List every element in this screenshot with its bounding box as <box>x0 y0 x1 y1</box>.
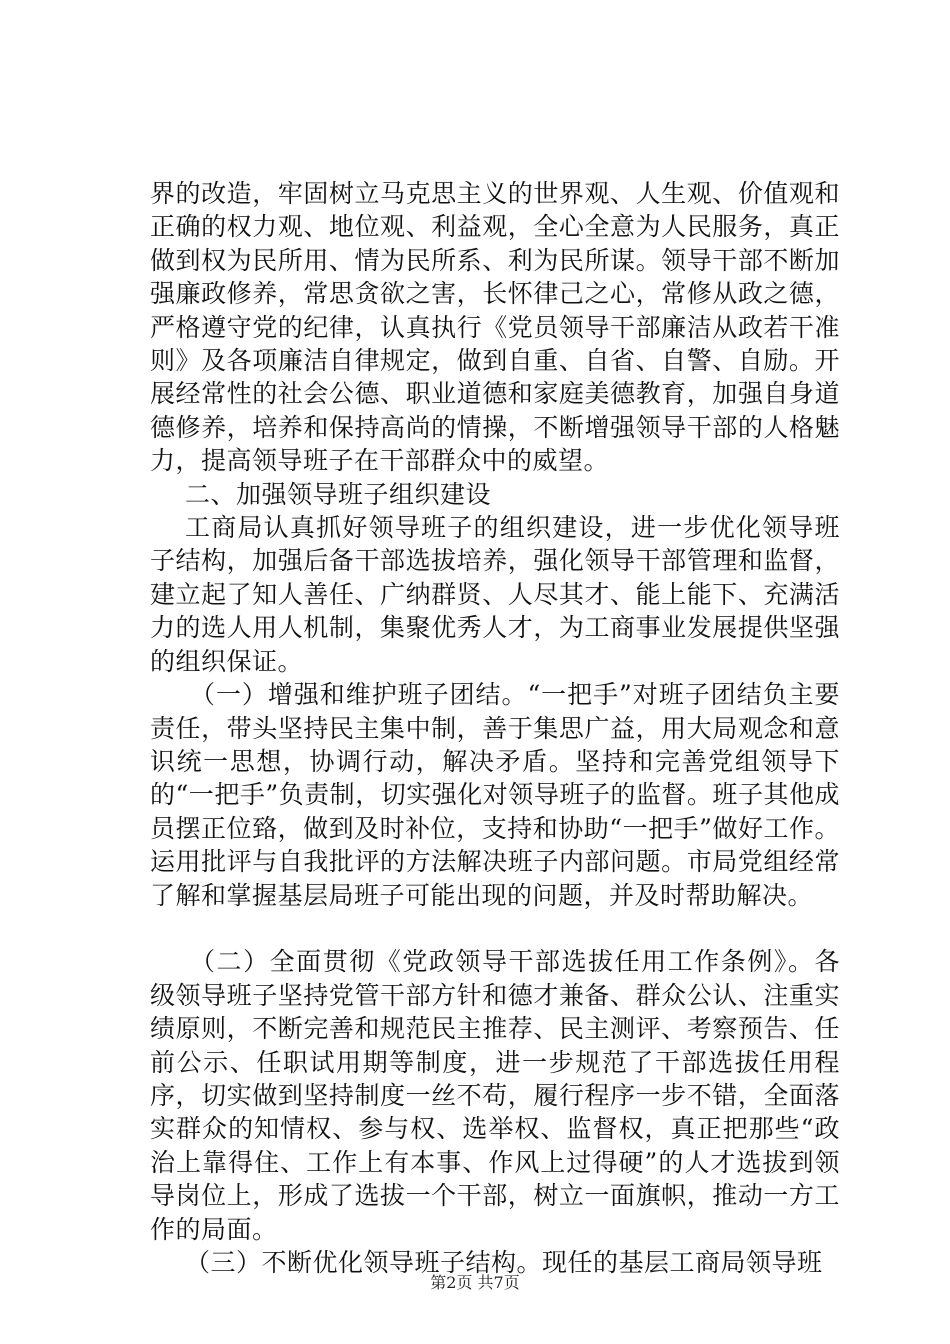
paragraph-item-3-structure: （三）不断优化领导班子结构。现任的基层工商局领导班 <box>185 1247 823 1277</box>
section-heading-organization: 二、加强领导班子组织建设 <box>185 479 492 509</box>
paragraph-item-2-selection: （二）全面贯彻《党政领导干部选拔任用工作条例》。各级领导班子坚持党管干部方针和德才兼备、群众公认、注重实绩原则，不断完善和规范民主推荐、民主测评、考察预告、任前公示、任职试用期等制度，进一步规范了干部选拔任用程序，切实做到坚持制度一丝不苟，履行程序一步不错，全面落实群众的知情权、参与权、选举权、监督权，真正把那些“政治上靠得住、工作上有本事、作风上过得硬”的人才选拔到领导岗位上，形成了选拔一个干部，树立一面旗帜，推动一方工作的局面。 <box>150 947 840 1244</box>
paragraph-worldview: 界的改造，牢固树立马克思主义的世界观、人生观、价值观和正确的权力观、地位观、利益观，全心全意为人民服务，真正做到权为民所用、情为民所系、利为民所谋。领导干部不断加强廉政修养，常思贪欲之害，长怀律己之心，常修从政之德，严格遵守党的纪律，认真执行《党员领导干部廉洁从政若干准则》及各项廉洁自律规定，做到自重、自省、自警、自励。开展经常性的社会公德、职业道德和家庭美德教育，加强自身道德修养，培养和保持高尚的情操，不断增强领导干部的人格魅力，提高领导班子在干部群众中的威望。 <box>150 179 840 476</box>
paragraph-spacer <box>150 912 840 945</box>
document-body <box>150 177 840 1279</box>
page-number-footer: 第2页 共7页 <box>430 1273 520 1292</box>
paragraph-organization-intro: 工商局认真抓好领导班子的组织建设，进一步优化领导班子结构，加强后备干部选拔培养，强化领导干部管理和监督，建立起了知人善任、广纳群贤、人尽其才、能上能下、充满活力的选人用人机制，集聚优秀人才，为工商事业发展提供坚强的组织保证。 <box>150 513 840 676</box>
paragraph-item-1-unity: （一）增强和维护班子团结。“一把手”对班子团结负主要责任，带头坚持民主集中制，善于集思广益，用大局观念和意识统一思想，协调行动，解决矛盾。坚持和完善党组领导下的“一把手”负责制，切实强化对领导班子的监督。班子其他成员摆正位臵，做到及时补位，支持和协助“一把手”做好工作。运用批评与自我批评的方法解决班子内部问题。市局党组经常了解和掌握基层局班子可能出现的问题，并及时帮助解决。 <box>150 680 840 910</box>
